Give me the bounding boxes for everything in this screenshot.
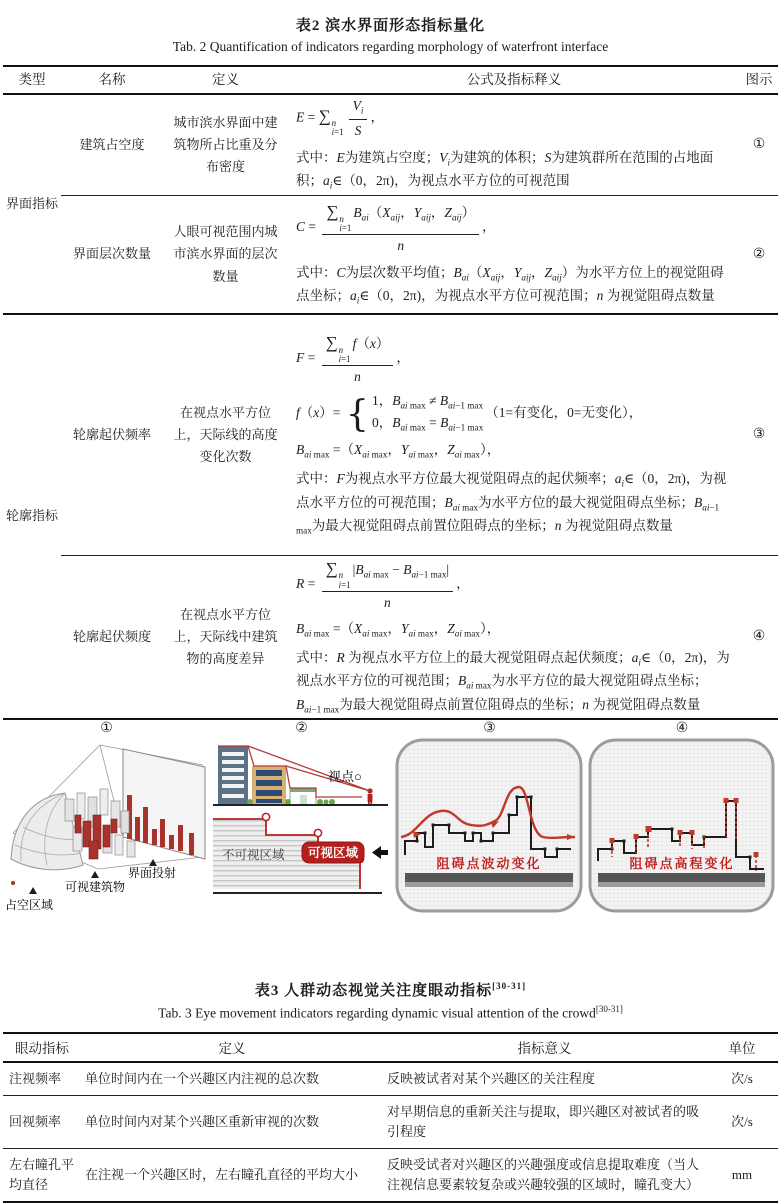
table3-row2-meaning: 对早期信息的重新关注与提取，即兴趣区对被试者的吸引程度 [383, 1096, 706, 1148]
page-root [3, 0, 778, 1203]
figure-1-label-zone: 占空区域 [5, 897, 53, 912]
figure-3 [393, 720, 586, 915]
marker-triangle-icon [91, 871, 99, 878]
table2-row2-formula [288, 195, 740, 313]
formula-line: E = ∑ n i=1 $\frac{V_i}{S}$ ， [296, 96, 384, 141]
formula-line: C = ∑ n i=1 $B_{ai}(X_{aij}$，$Y_{aij}$，$Z_{aij}$） n ， [296, 200, 496, 256]
figure-2-viewpoint-elevation-illustration [210, 737, 393, 915]
table3-row [3, 1148, 778, 1201]
figure-4 [586, 720, 778, 915]
marker-triangle-icon [29, 887, 37, 894]
formula-line: R = ∑ n i=1 $|B_{ai max} - B_{ai-1 max}|$ n ， [296, 557, 470, 613]
table2-header-definition: 定义 [163, 69, 288, 92]
figure-3-skyline-wave-illustration [393, 737, 586, 915]
table3-row1-unit: 次/s [706, 1063, 778, 1095]
figure-2-number: ② [295, 720, 308, 737]
table2-row4-formula [288, 555, 740, 718]
table3-header-definition: 定义 [81, 1037, 383, 1057]
table2-header-formula: 公式及指标释义 [288, 69, 740, 92]
figure-4-skyline-elevation-illustration [586, 737, 778, 915]
table3-row3-definition: 在注视一个兴趣区时，左右瞳孔直径的平均大小 [81, 1159, 383, 1191]
table2-body [3, 95, 778, 915]
formula-line: $B_{ai max} =(X_{ai max}$，$Y_{ai max}$，$Z_{ai max}$）， [296, 619, 500, 641]
figure-3-number: ③ [483, 720, 496, 737]
table2-header-name: 名称 [61, 69, 163, 92]
table3-title-en-text: Tab. 3 Eye movement indicators regarding dynamic visual attention of the crowd [158, 1006, 596, 1021]
table3-row1-indicator: 注视频率 [3, 1063, 81, 1095]
figure-2-label-visible: 可视区域 [308, 845, 359, 860]
figure-1-label-projection: 界面投射 [128, 865, 176, 880]
table2-row2-definition: 人眼可视范围内城市滨水界面的层次数量 [163, 195, 288, 313]
formula-line: $B_{ai max} =(X_{ai max}$，$Y_{ai max}$，$Z_{ai max}$）， [296, 440, 500, 462]
table3 [3, 1032, 778, 1203]
table3-title-cn [3, 975, 778, 1002]
formula-line: F = ∑ n i=1 f（x） n ， [296, 331, 410, 387]
buildings-elevation-icon [218, 746, 316, 805]
table2-row4-name: 轮廓起伏频度 [61, 555, 163, 718]
table2-row1-name: 建筑占空度 [61, 95, 163, 195]
table3-title-en-ref: [30-31] [596, 1004, 623, 1014]
table2-group-interface: 界面指标 [3, 95, 61, 313]
table2-title-en: Tab. 2 Quantification of indicators regarding morphology of waterfront interface [3, 37, 778, 65]
table3-row2-indicator: 回视频率 [3, 1106, 81, 1138]
table2 [3, 65, 778, 915]
formula-explanation: 式中：R 为视点水平方位上的最大视觉阻碍点起伏频度；$a_i\in(0$，2π)，为视点水平方位的可视范围；$B_{ai max}$为水平方位的最大视觉阻碍点坐标；$B_{ai-1 max}$为最大视觉阻碍点前置位阻碍点的坐标；n 为视觉阻碍点数量 [296, 647, 730, 718]
left-arrow-icon [372, 846, 388, 859]
table3-row3-indicator: 左右瞳孔平均直径 [3, 1149, 81, 1201]
table3-row1-definition: 单位时间内在一个兴趣区内注视的总次数 [81, 1063, 383, 1095]
figure-4-label: 阻碍点高程变化 [629, 856, 734, 871]
figure-1-axonometric-city-illustration [3, 737, 210, 915]
figure-2 [210, 720, 393, 915]
table2-row1-formula [288, 95, 740, 195]
table2-row4-definition: 在视点水平方位上，天际线中建筑物的高度差异 [163, 555, 288, 718]
formula-explanation: 式中：C为层次数平均值；$B_{ai}(X_{aij}$，$Y_{aij}$，$Z_{aij}$）为水平方位上的视觉阻碍点坐标；$a_i\in(0$，2π)，为视点水平方位可视范围；n 为视觉阻碍点数量 [296, 262, 730, 309]
table2-group-contour: 轮廓指标 [3, 313, 61, 718]
table3-row [3, 1095, 778, 1148]
table3-title-cn-ref: [30-31] [492, 981, 526, 991]
formula-explanation: 式中：F为视点水平方位最大视觉阻碍点的起伏频率；$a_i\in(0$，2π)，为视点水平方位的可视范围；$B_{ai max}$为水平方位的最大视觉阻碍点坐标；$B_{ai-1 max}$为最大视觉阻碍点前置位阻碍点的坐标；n 为视觉阻碍点数量 [296, 468, 730, 539]
figure-1-number: ① [100, 720, 113, 737]
formula-explanation: 式中：E为建筑占空度；$V_i$为建筑的体积；S为建筑群所在范围的占地面积；$a_i\in(0$，2π)，为视点水平方位的可视范围 [296, 147, 730, 194]
table2-header-type: 类型 [3, 69, 61, 92]
table3-header-unit: 单位 [706, 1037, 778, 1057]
formula-line: f（x）= { 1，$B_{ai max} \ne B_{ai-1 max}$ 0，$B_{ai max} = B_{ai-1 max}$ （1=有变化，0=无变化）， [296, 393, 642, 434]
figure-4-number: ④ [676, 720, 689, 737]
table3-row [3, 1063, 778, 1095]
table3-row3-unit: mm [706, 1159, 778, 1191]
table3-row3-meaning: 反映受试者对兴趣区的兴趣强度或信息提取难度（当人注视信息要素较复杂或兴趣较强的区域时，瞳孔变大） [383, 1149, 706, 1201]
table2-row3-name: 轮廓起伏频率 [61, 313, 163, 555]
figure-2-label-viewpoint: 视点○ [328, 769, 362, 784]
table3-row2-definition: 单位时间内对某个兴趣区重新审视的次数 [81, 1106, 383, 1138]
table3-title-en [3, 1002, 778, 1032]
table2-figure-strip [3, 718, 778, 915]
figure-1-label-buildings: 可视建筑物 [65, 879, 125, 894]
figure-3-label: 阻碍点波动变化 [436, 856, 541, 871]
table2-row2-figure-ref: ② [740, 195, 778, 313]
table3-header-row [3, 1034, 778, 1063]
table2-row4-figure-ref: ④ [740, 555, 778, 718]
table2-row1-definition: 城市滨水界面中建筑物所占比重及分布密度 [163, 95, 288, 195]
table3-header-indicator: 眼动指标 [3, 1037, 81, 1057]
table3-row1-meaning: 反映被试者对某个兴趣区的关注程度 [383, 1063, 706, 1095]
table3-header-meaning: 指标意义 [383, 1037, 706, 1057]
figure-1 [3, 720, 210, 915]
table2-header-figure: 图示 [740, 69, 778, 92]
table2-title-cn: 表2 滨水界面形态指标量化 [3, 10, 778, 37]
table2-row1-figure-ref: ① [740, 95, 778, 195]
figure-2-label-invisible: 不可视区域 [222, 847, 285, 862]
table2-header-row [3, 67, 778, 95]
table2-row3-formula [288, 313, 740, 555]
table3-row2-unit: 次/s [706, 1106, 778, 1138]
table3-title-cn-text: 表3 人群动态视觉关注度眼动指标 [255, 983, 492, 999]
table2-row3-definition: 在视点水平方位上，天际线的高度变化次数 [163, 313, 288, 555]
table2-row2-name: 界面层次数量 [61, 195, 163, 313]
table2-row3-figure-ref: ③ [740, 313, 778, 555]
